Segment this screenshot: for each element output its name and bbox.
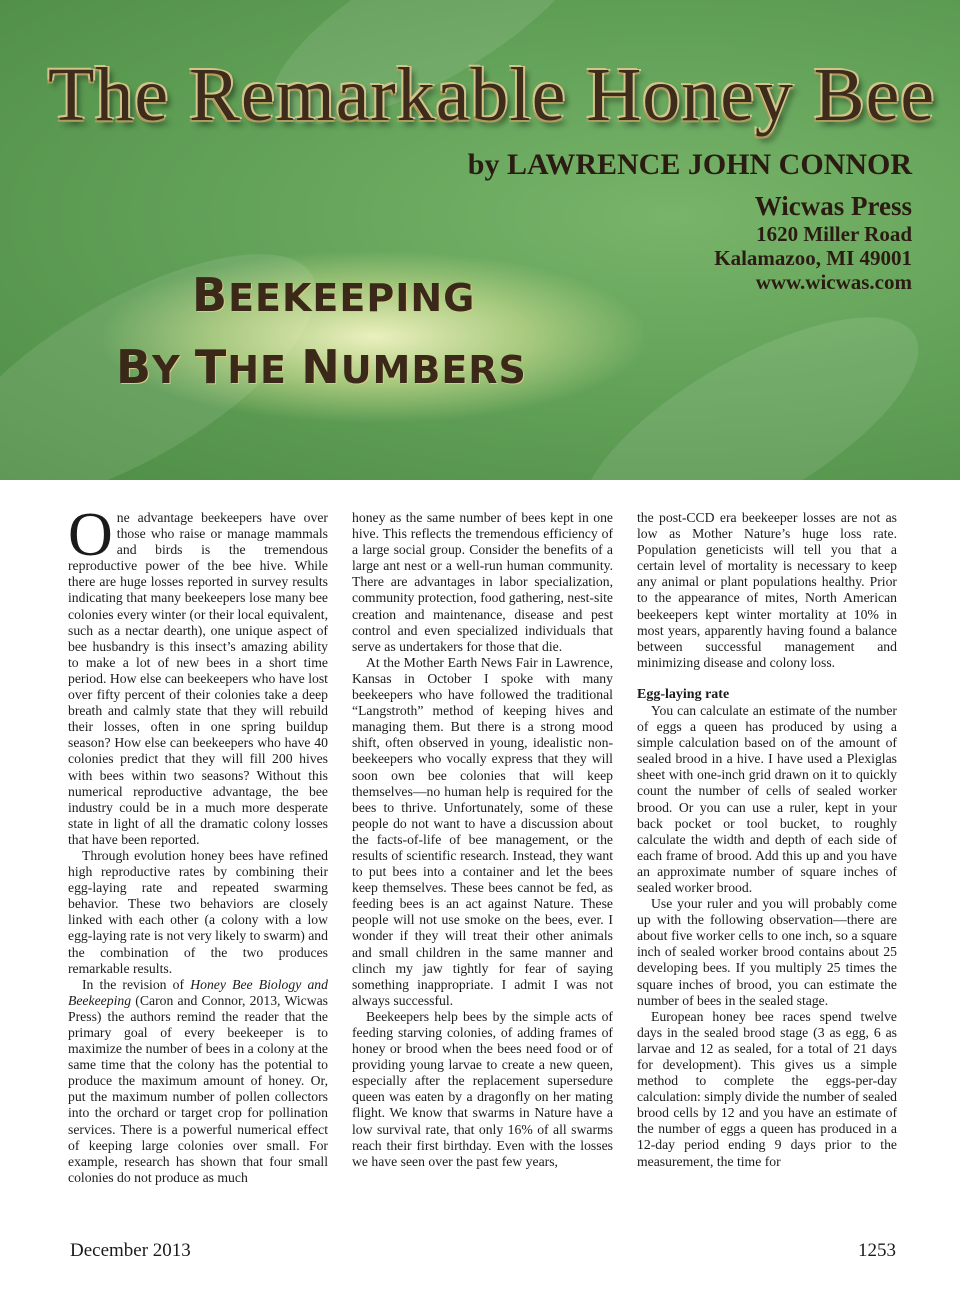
feature-small-caps: EEKEEPING [228,276,476,320]
publisher-city: Kalamazoo, MI 49001 [714,246,912,270]
drop-cap: O [68,510,113,569]
section-heading: Egg-laying rate [637,686,730,702]
author-byline: by LAWRENCE JOHN CONNOR [467,148,912,181]
feature-small-caps: UMBERS [340,348,527,392]
page-title: The Remarkable Honey Bee [48,53,936,137]
article-paragraph: honey as the same number of bees kept in one hive. This reflects the tremendous efficiency of a large social group. Consider the benefits of a large ant nest or a well-run human community. There are advantages in labor specialization, community protection, food gathering, nest-site creation and maintenance, disease and pest control and even specialized individuals that serve as undertakers for those that die. [352,510,613,654]
feature-cap: N [301,340,341,394]
paragraph-text: In the revision of [82,976,191,992]
feature-cap: B [192,268,229,322]
article-body [68,510,898,1228]
article-paragraph: You can calculate an estimate of the number of eggs a queen has produced by using a simple calculation based on of the amount of sealed brood in a hive. I have used a Plexiglas sheet with one-inch grid drawn on it to quickly count the number of cells of sealed worker brood. Or you can use a ruler, kept in your back pocket or tool bucket, to roughly calculate the width and depth of each side of each frame of brood. Add this up and you have an approximate number of square inches of sealed worker brood. [637,702,897,895]
publisher-name: Wicwas Press [754,191,912,221]
feature-cap: T [194,340,228,394]
feature-cap: B [116,340,153,394]
article-paragraph: Beekeepers help bees by the simple acts of feeding starving colonies, of adding frames of honey or brood when the bees need food or of providing young larvae to create a new queen, especially after the replacement supersedure queen was eaten by a dragonfly on her mating flight. We know that swarms in Nature have a low survival rate, that only 16% of all swarms reach their first birthday. Even with the losses we have seen over the past few years, [352,1008,613,1169]
article-paragraph [68,510,328,848]
article-paragraph: Through evolution honey bees have refined high reproductive rates by combining their egg-laying rate and repeated swarming behavior. These two behaviors are closely linked with each other (a colony with a low egg-laying rate is not very likely to swarm) and the combination of the two produces remarkable results. [68,847,328,976]
issue-date: December 2013 [70,1240,191,1261]
article-paragraph: the post-CCD era beekeeper losses are not as low as Mother Nature’s huge loss rate. Population geneticists will tell you that a certain level of mortality is necessary to keep any animal or plant populations healthy. Prior to the appearance of mites, North American beekeepers kept winter mortality at 10% in most years, apparently having found a balance between successful management and minimizing disease and colony loss. [637,510,897,670]
feature-title-line-1 [192,268,476,322]
book-title: Honey Bee Biology and Beekeeping [68,976,328,1008]
article-column-1 [68,510,328,1228]
publisher-block [714,190,912,294]
article-paragraph: Use your ruler and you will probably come up with the following observation—there are about five worker cells to one inch, so a square inch of sealed worker brood contains about 25 developing bees. If you multiply 25 times the square inches of brood, you can estimate the number of bees in the sealed stage. [637,896,897,1008]
title-banner [0,0,960,480]
publisher-url: www.wicwas.com [755,270,912,294]
publisher-address: 1620 Miller Road [756,222,912,246]
paragraph-text: ne advantage beekeepers have over those who raise or manage mammals and birds is the tremendous reproductive power of the bee hive. While there are huge losses reported in survey results indicating that many beekeepers lose many bee colonies every winter (or their local equivalent, such as a nectar dearth), one unique aspect of bee husbandry is this insect’s amazing ability to make a lot of new bees in a short time period. How else can beekeepers who have lost over fifty percent of their colonies take a deep breath and calmly state that they will rebuild their losses, often in one spring buildup season? How else can beekeepers who have 40 colonies predict that they will fill 200 hives with bees within two seasons? Without this numerical reproductive advantage, the bee industry could be in a much more desperate state in light of all the dramatic colony losses that have been reported. [68,510,328,847]
article-column-2 [352,510,613,1228]
paragraph-text: (Caron and Connor, 2013, Wicwas Press) the authors remind the reader that the primary goal of every beekeeper is to maximize the number of bees in a colony at the same time that the colony has the potential to produce the maximum amount of honey. Or, put the maximum number of pollen collectors into the orchard or target crop for pollination services. There is a powerful numerical effect of keeping large colonies over small. For example, research has shown that four small colonies do not produce as much [68,992,328,1185]
feature-title-line-2 [116,340,527,394]
article-column-3 [637,510,897,1228]
feature-small-caps: HE [227,348,302,392]
feature-small-caps: Y [152,348,195,392]
article-paragraph: At the Mother Earth News Fair in Lawrence, Kansas in October I spoke with many beekeepers who have followed the traditional “Langstroth” method of keeping hives and managing them. But there is a strong mood shift, often observed in young, idealistic non-beekeepers who vocally express that they will soon own bee colonies that will keep themselves—no human help is required for the bees to thrive. Unfortunately, some of these people do not want to have a discussion about the facts-of-life of bee management, or the results of scientific research. Instead, they want to put bees into a container and let the bees keep themselves. These bees cannot be fed, as feeding bees is an act against Nature. These people will not use smoke on the bees, ever. I wonder if they will treat their other animals and small children in the same manner and clinch my jaw tightly for fear of saying something inappropriate. I admit I was not always successful. [352,654,613,1008]
article-paragraph: European honey bee races spend twelve days in the sealed brood stage (3 as egg, 6 as larvae and 12 as sealed, for a total of 21 days for development). This gives us a simple method to complete the eggs-per-day calculation: simply divide the number of sealed brood cells by 12 and you have an estimate of the number of eggs a queen has produced in a 12-day period ending 9 days prior to the measurement, the time for [637,1008,897,1169]
article-paragraph [68,977,328,1186]
feature-title-glow [104,252,644,422]
page-number: 1253 [858,1240,896,1261]
